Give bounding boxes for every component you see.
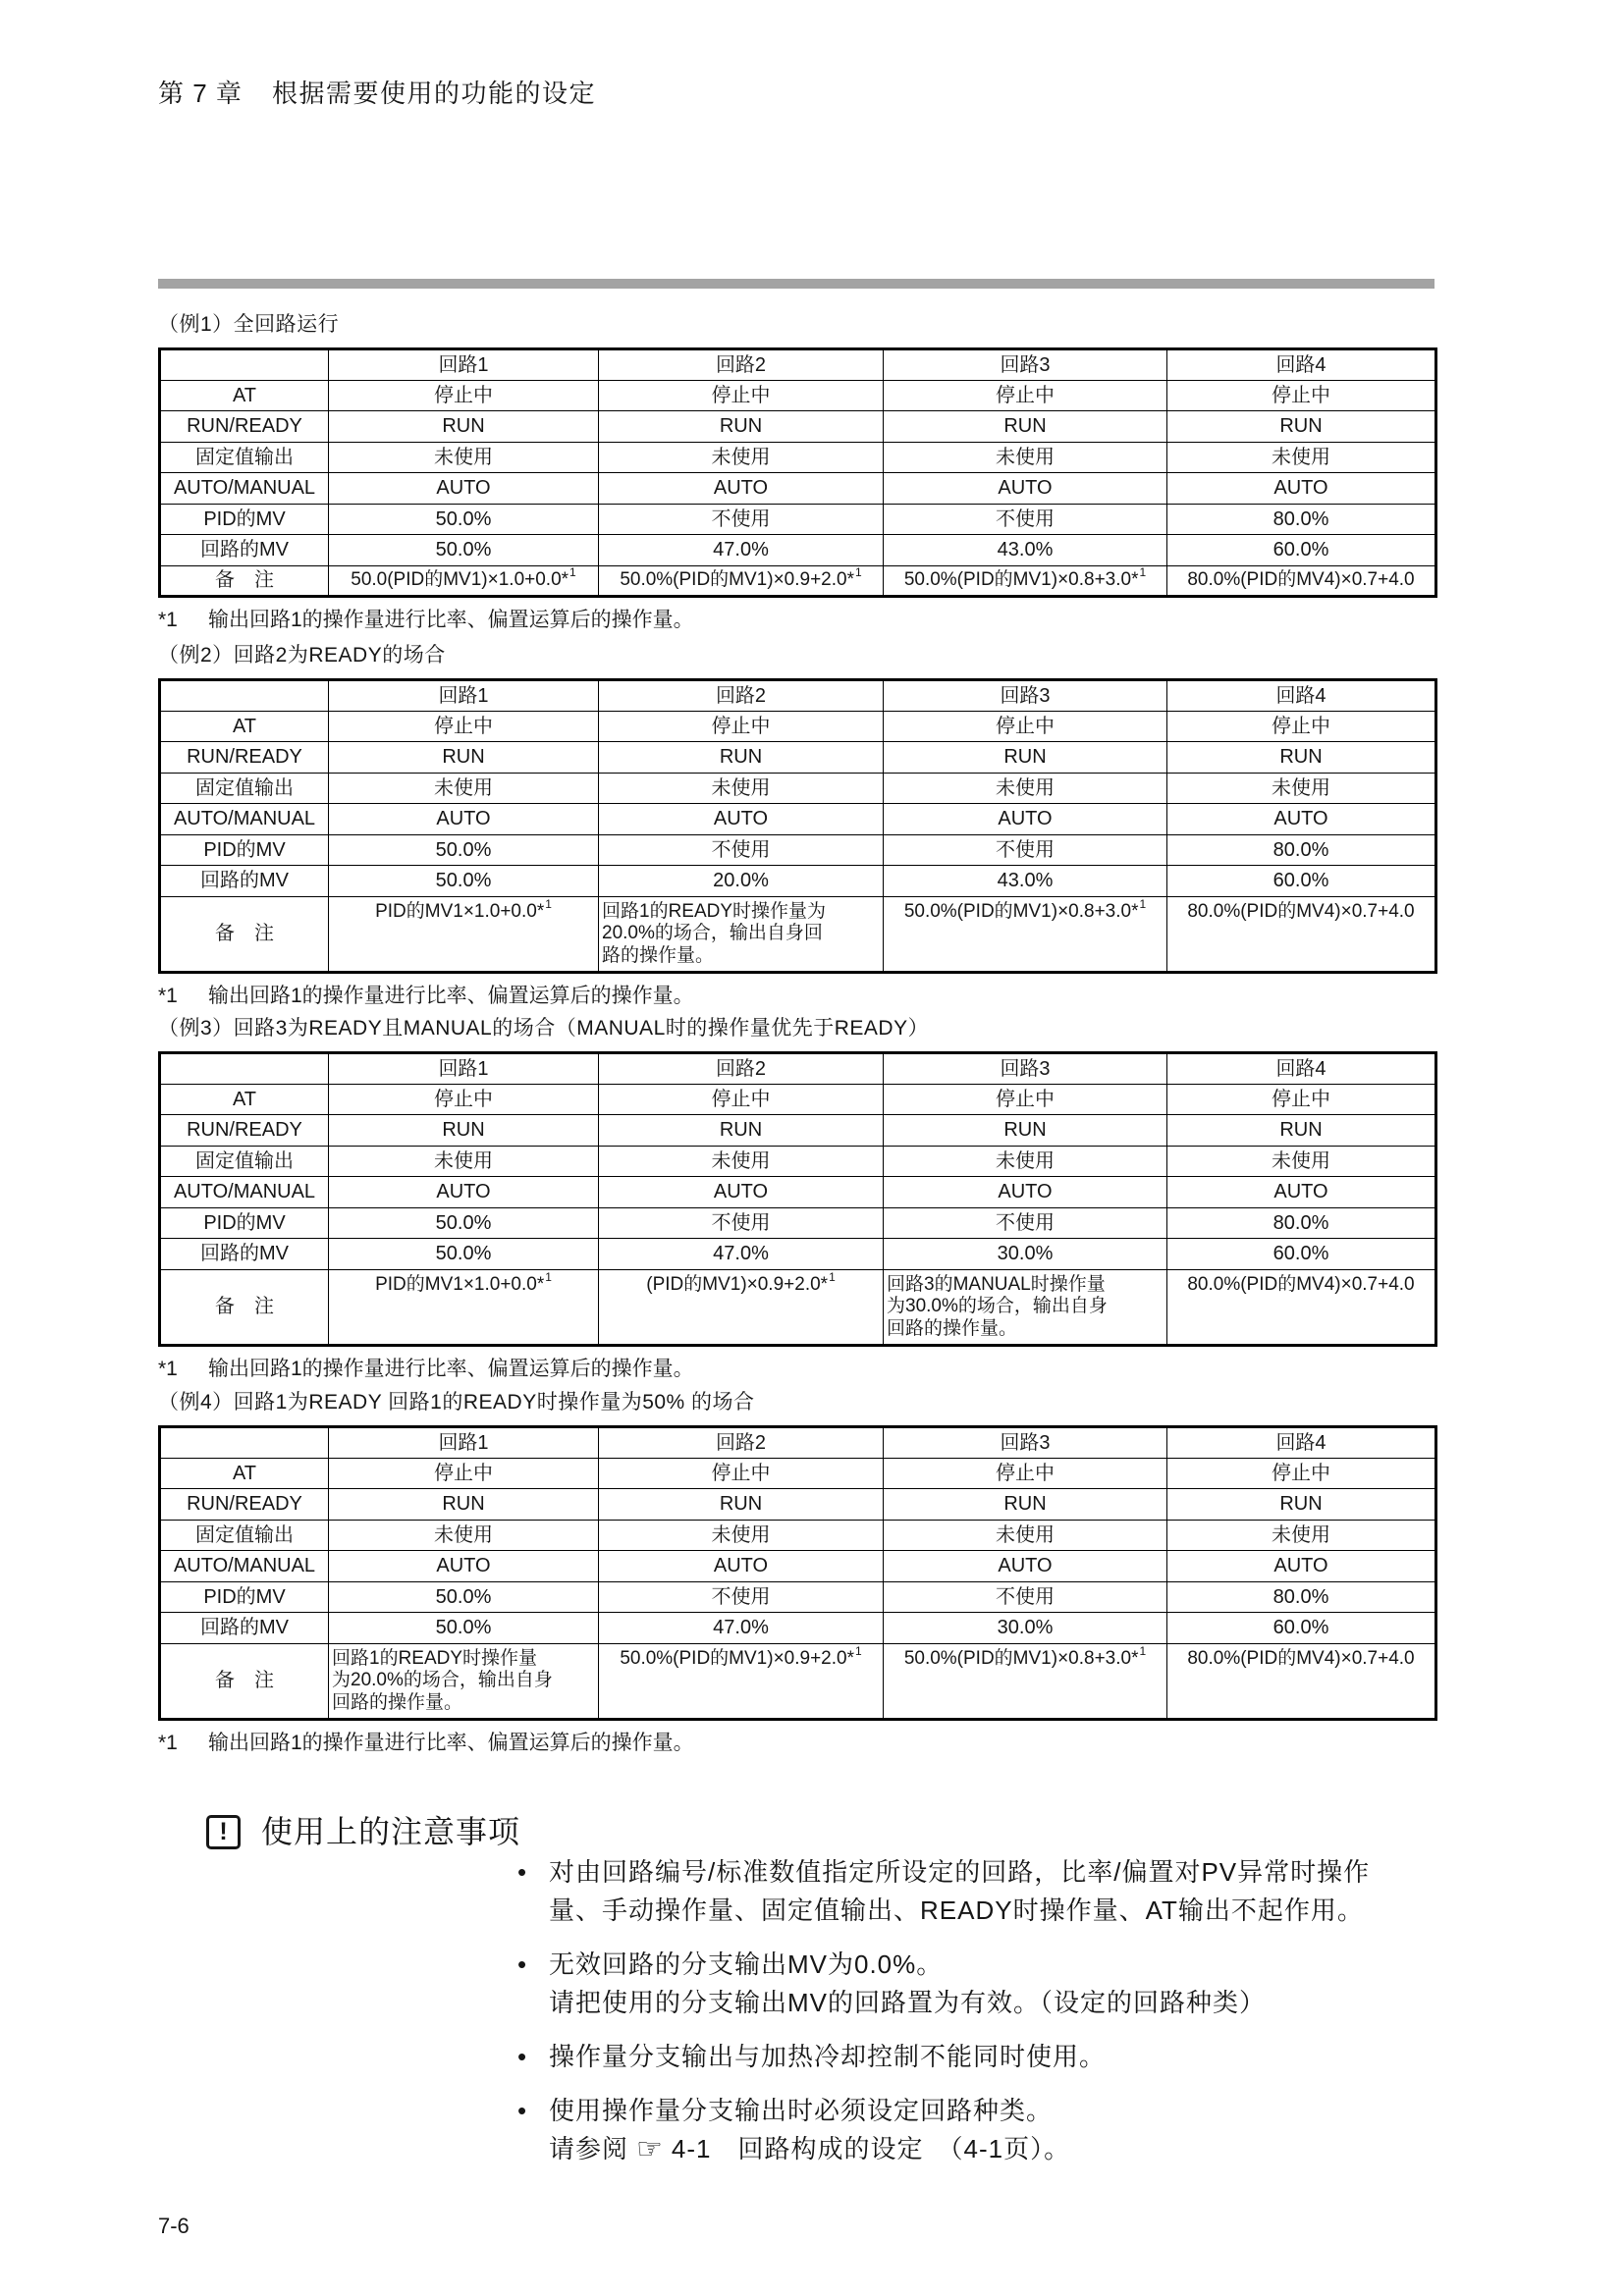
example-title: （例1）全回路运行 — [158, 313, 340, 336]
remark-row — [160, 1643, 1436, 1719]
row-label-cell: AT — [160, 1458, 329, 1489]
value-cell: AUTO — [599, 473, 884, 505]
remark-text: 50.0(PID的MV1)×1.0+0.0* — [351, 569, 569, 591]
table-row — [160, 1489, 1436, 1521]
value-cell: RUN — [329, 411, 599, 443]
value-cell: AUTO — [884, 1551, 1167, 1582]
table-row — [160, 473, 1436, 505]
value-cell: AUTO — [1167, 1551, 1436, 1582]
value-cell: 不使用 — [884, 504, 1167, 535]
value-cell: 未使用 — [884, 1146, 1167, 1177]
value-cell: 停止中 — [329, 1458, 599, 1489]
value-cell: 未使用 — [1167, 1520, 1436, 1551]
value-cell: 停止中 — [1167, 1458, 1436, 1489]
table-row — [160, 1613, 1436, 1644]
remark-text: 50.0%(PID的MV1)×0.8+3.0* — [903, 1647, 1139, 1669]
row-label-cell: 固定值输出 — [160, 1520, 329, 1551]
value-cell: AUTO — [329, 473, 599, 505]
value-cell: 未使用 — [884, 1520, 1167, 1551]
row-label-cell: 回路的MV — [160, 1239, 329, 1270]
example-title: （例2）回路2为READY的场合 — [158, 644, 446, 667]
value-cell: 不使用 — [599, 834, 884, 866]
value-cell: 60.0% — [1167, 866, 1436, 897]
value-cell: AUTO — [329, 1551, 599, 1582]
corner-cell — [160, 1427, 329, 1459]
example-block — [158, 1390, 1435, 1756]
value-cell: RUN — [329, 1489, 599, 1521]
table-row — [160, 380, 1436, 411]
column-header-cell: 回路4 — [1167, 349, 1436, 381]
value-cell: AUTO — [884, 1177, 1167, 1208]
value-cell: RUN — [1167, 1115, 1436, 1147]
remark-text: 50.0%(PID的MV1)×0.9+2.0* — [620, 1647, 854, 1669]
section-divider — [158, 279, 1435, 289]
table-row — [160, 411, 1436, 443]
example-title: （例3）回路3为READY且MANUAL的场合（MANUAL时的操作量优先于READY） — [158, 1017, 930, 1040]
table-row — [160, 504, 1436, 535]
footnote-marker: 1 — [1139, 565, 1147, 580]
row-label-cell: AT — [160, 1084, 329, 1115]
column-header-cell: 回路1 — [329, 349, 599, 381]
remark-line: 回路的操作量。 — [887, 1317, 1018, 1339]
value-cell: 未使用 — [329, 1520, 599, 1551]
remark-line: 20.0%的场合，输出自身回 — [602, 923, 823, 943]
value-cell: AUTO — [329, 804, 599, 835]
table-row — [160, 1084, 1436, 1115]
page-number: 7-6 — [158, 2214, 189, 2238]
footnote-marker: 1 — [569, 565, 576, 580]
table-body — [160, 1427, 1436, 1720]
row-label-cell: 固定值输出 — [160, 442, 329, 473]
row-label-cell: PID的MV — [160, 1581, 329, 1613]
column-header-cell: 回路4 — [1167, 1053, 1436, 1085]
value-cell: 不使用 — [599, 1581, 884, 1613]
footnote — [158, 1357, 1435, 1382]
remark-cell — [329, 896, 599, 972]
footnote-marker: 1 — [545, 896, 552, 911]
remark-cell — [599, 1643, 884, 1719]
table-row — [160, 1239, 1436, 1270]
table-row — [160, 535, 1436, 566]
value-cell: RUN — [884, 742, 1167, 774]
value-cell: AUTO — [599, 804, 884, 835]
table-row — [160, 1520, 1436, 1551]
value-cell: 停止中 — [599, 380, 884, 411]
value-cell: 停止中 — [329, 711, 599, 742]
column-header-cell: 回路3 — [884, 1053, 1167, 1085]
cross-reference — [549, 2130, 1431, 2168]
value-cell: 停止中 — [884, 711, 1167, 742]
remark-cell — [599, 565, 884, 597]
caution-item — [517, 2092, 1431, 2168]
value-cell: 80.0% — [1167, 504, 1436, 535]
value-cell: RUN — [599, 1115, 884, 1147]
caution-line: • 使用操作量分支输出时必须设定回路种类。 — [549, 2096, 1054, 2125]
value-cell: 50.0% — [329, 866, 599, 897]
table-row — [160, 442, 1436, 473]
row-label-cell: 备 注 — [160, 1643, 329, 1719]
remark-text: (PID的MV1)×0.9+2.0* — [646, 1273, 829, 1295]
value-cell: 50.0% — [329, 504, 599, 535]
remark-text: 80.0%(PID的MV4)×0.7+4.0 — [1187, 1647, 1415, 1669]
value-cell: RUN — [1167, 742, 1436, 774]
remark-cell — [1167, 1269, 1436, 1345]
footnote — [158, 1731, 1435, 1756]
value-cell: 未使用 — [884, 773, 1167, 804]
row-label-cell: AT — [160, 380, 329, 411]
remark-line: 回路1的READY时操作量为 — [602, 900, 827, 922]
column-header-cell: 回路4 — [1167, 680, 1436, 712]
value-cell: AUTO — [1167, 473, 1436, 505]
column-header-cell: 回路2 — [599, 680, 884, 712]
value-cell: RUN — [884, 411, 1167, 443]
remark-row — [160, 1269, 1436, 1345]
value-cell: RUN — [599, 742, 884, 774]
table-row — [160, 1146, 1436, 1177]
footnote-marker: 1 — [545, 1269, 552, 1284]
row-label-cell: 备 注 — [160, 565, 329, 597]
table-row — [160, 1551, 1436, 1582]
row-label-cell: RUN/READY — [160, 742, 329, 774]
value-cell: 未使用 — [329, 442, 599, 473]
remark-cell — [329, 1643, 599, 1719]
remark-text: 80.0%(PID的MV4)×0.7+4.0 — [1187, 1273, 1415, 1295]
value-cell: 60.0% — [1167, 1239, 1436, 1270]
value-cell: 未使用 — [1167, 442, 1436, 473]
value-cell: RUN — [599, 411, 884, 443]
remark-line: 回路3的MANUAL时操作量 — [887, 1273, 1106, 1295]
row-label-cell: 回路的MV — [160, 866, 329, 897]
row-label-cell: AUTO/MANUAL — [160, 473, 329, 505]
footnote-marker: 1 — [855, 1643, 862, 1658]
row-label-cell: AUTO/MANUAL — [160, 1551, 329, 1582]
table-row — [160, 1177, 1436, 1208]
value-cell: AUTO — [599, 1551, 884, 1582]
example-block — [158, 1016, 1435, 1382]
remark-row — [160, 565, 1436, 597]
value-cell: 50.0% — [329, 535, 599, 566]
footnote-mark: *1 — [158, 984, 178, 1007]
value-cell: RUN — [329, 742, 599, 774]
value-cell: AUTO — [599, 1177, 884, 1208]
example-block — [158, 643, 1435, 1009]
value-cell: 停止中 — [1167, 711, 1436, 742]
value-cell: 未使用 — [599, 442, 884, 473]
caution-item — [517, 1853, 1431, 1930]
value-cell: 43.0% — [884, 535, 1167, 566]
value-cell: 47.0% — [599, 535, 884, 566]
column-header-cell: 回路3 — [884, 680, 1167, 712]
table-row — [160, 866, 1436, 897]
value-cell: 不使用 — [599, 1207, 884, 1239]
caution-item — [517, 1946, 1431, 2022]
remark-cell — [1167, 896, 1436, 972]
value-cell: 80.0% — [1167, 1207, 1436, 1239]
value-cell: 停止中 — [599, 1084, 884, 1115]
value-cell: RUN — [884, 1489, 1167, 1521]
remark-cell — [329, 565, 599, 597]
row-label-cell: PID的MV — [160, 1207, 329, 1239]
reference-text: 4-1 回路构成的设定 （4-1页）。 — [671, 2134, 1071, 2163]
chapter-title: 根据需要使用的功能的设定 — [272, 79, 597, 108]
column-header-cell: 回路2 — [599, 1427, 884, 1459]
table-body — [160, 680, 1436, 973]
remark-line: 回路1的READY时操作量 — [332, 1647, 538, 1669]
row-label-cell: RUN/READY — [160, 1115, 329, 1147]
reference-prefix: 请参阅 — [549, 2134, 629, 2163]
footnote — [158, 608, 1435, 633]
value-cell: 未使用 — [329, 773, 599, 804]
footnote-text: 输出回路1的操作量进行比率、偏置运算后的操作量。 — [208, 1357, 694, 1380]
value-cell: AUTO — [329, 1177, 599, 1208]
footnote — [158, 984, 1435, 1009]
remark-cell — [1167, 1643, 1436, 1719]
value-cell: 停止中 — [884, 1458, 1167, 1489]
remark-cell — [884, 565, 1167, 597]
caution-title: 使用上的注意事项 — [261, 1814, 521, 1849]
example-table — [158, 1051, 1437, 1347]
table-row — [160, 1458, 1436, 1489]
row-label-cell: PID的MV — [160, 504, 329, 535]
value-cell: RUN — [1167, 1489, 1436, 1521]
corner-cell — [160, 349, 329, 381]
value-cell: 60.0% — [1167, 535, 1436, 566]
value-cell: 20.0% — [599, 866, 884, 897]
table-header-row — [160, 1427, 1436, 1459]
example-table — [158, 1425, 1437, 1721]
column-header-cell: 回路1 — [329, 1427, 599, 1459]
value-cell: 47.0% — [599, 1613, 884, 1644]
row-label-cell: 回路的MV — [160, 535, 329, 566]
footnote-mark: *1 — [158, 1731, 178, 1754]
table-header-row — [160, 680, 1436, 712]
row-label-cell: 固定值输出 — [160, 773, 329, 804]
table-row — [160, 1207, 1436, 1239]
value-cell: 不使用 — [884, 834, 1167, 866]
row-label-cell: 备 注 — [160, 896, 329, 972]
value-cell: 不使用 — [884, 1207, 1167, 1239]
caution-item — [517, 2038, 1431, 2076]
table-row — [160, 742, 1436, 774]
row-label-cell: AUTO/MANUAL — [160, 804, 329, 835]
remark-cell — [1167, 565, 1436, 597]
footnote-mark: *1 — [158, 1357, 178, 1380]
example-table — [158, 678, 1437, 974]
pointing-hand-icon — [636, 2130, 664, 2168]
table-header-row — [160, 1053, 1436, 1085]
value-cell: 50.0% — [329, 834, 599, 866]
table-body — [160, 349, 1436, 597]
table-row — [160, 834, 1436, 866]
value-cell: 不使用 — [599, 504, 884, 535]
footnote-text: 输出回路1的操作量进行比率、偏置运算后的操作量。 — [208, 1731, 694, 1754]
remark-line: 为30.0%的场合，输出自身 — [887, 1296, 1108, 1316]
remark-cell — [329, 1269, 599, 1345]
remark-line: 路的操作量。 — [602, 944, 715, 966]
value-cell: AUTO — [1167, 804, 1436, 835]
value-cell: 60.0% — [1167, 1613, 1436, 1644]
value-cell: 50.0% — [329, 1207, 599, 1239]
footnote-marker: 1 — [1139, 896, 1147, 911]
value-cell: 停止中 — [884, 380, 1167, 411]
value-cell: 50.0% — [329, 1613, 599, 1644]
remark-text: 80.0%(PID的MV4)×0.7+4.0 — [1187, 900, 1415, 922]
remark-cell — [884, 896, 1167, 972]
chapter-number: 第 7 章 — [158, 79, 243, 108]
value-cell: 停止中 — [329, 1084, 599, 1115]
table-row — [160, 1581, 1436, 1613]
row-label-cell: RUN/READY — [160, 1489, 329, 1521]
table-header-row — [160, 349, 1436, 381]
value-cell: RUN — [1167, 411, 1436, 443]
value-cell: 80.0% — [1167, 1581, 1436, 1613]
value-cell: RUN — [599, 1489, 884, 1521]
remark-line: 回路的操作量。 — [332, 1691, 463, 1713]
row-label-cell: RUN/READY — [160, 411, 329, 443]
value-cell: 43.0% — [884, 866, 1167, 897]
table-row — [160, 773, 1436, 804]
value-cell: 停止中 — [599, 711, 884, 742]
value-cell: AUTO — [1167, 1177, 1436, 1208]
caution-line: • 对由回路编号/标准数值指定所设定的回路，比率/偏置对PV异常时操作 — [549, 1857, 1371, 1887]
column-header-cell: 回路1 — [329, 1053, 599, 1085]
column-header-cell: 回路2 — [599, 349, 884, 381]
example-block — [158, 312, 1435, 633]
caution-line: • 操作量分支输出与加热冷却控制不能同时使用。 — [549, 2042, 1107, 2071]
remark-text: PID的MV1×1.0+0.0* — [375, 900, 545, 922]
value-cell: AUTO — [884, 473, 1167, 505]
footnote-text: 输出回路1的操作量进行比率、偏置运算后的操作量。 — [208, 609, 694, 631]
value-cell: 47.0% — [599, 1239, 884, 1270]
value-cell: 未使用 — [884, 442, 1167, 473]
example-title: （例4）回路1为READY 回路1的READY时操作量为50% 的场合 — [158, 1391, 755, 1414]
value-cell: 未使用 — [329, 1146, 599, 1177]
footnote-mark: *1 — [158, 609, 178, 631]
column-header-cell: 回路3 — [884, 1427, 1167, 1459]
value-cell: 未使用 — [1167, 1146, 1436, 1177]
caution-line: 量、手动操作量、固定值输出、READY时操作量、AT输出不起作用。 — [549, 1896, 1364, 1925]
column-header-cell: 回路2 — [599, 1053, 884, 1085]
value-cell: AUTO — [884, 804, 1167, 835]
value-cell: 停止中 — [1167, 1084, 1436, 1115]
remark-cell — [599, 896, 884, 972]
footnote-text: 输出回路1的操作量进行比率、偏置运算后的操作量。 — [208, 984, 694, 1007]
value-cell: 停止中 — [599, 1458, 884, 1489]
value-cell: 未使用 — [1167, 773, 1436, 804]
table-row — [160, 1115, 1436, 1147]
footnote-marker: 1 — [855, 565, 862, 580]
value-cell: 30.0% — [884, 1239, 1167, 1270]
value-cell: RUN — [884, 1115, 1167, 1147]
row-label-cell: 备 注 — [160, 1269, 329, 1345]
value-cell: 停止中 — [884, 1084, 1167, 1115]
value-cell: RUN — [329, 1115, 599, 1147]
table-row — [160, 711, 1436, 742]
example-table — [158, 347, 1437, 598]
column-header-cell: 回路3 — [884, 349, 1167, 381]
value-cell: 50.0% — [329, 1239, 599, 1270]
column-header-cell: 回路1 — [329, 680, 599, 712]
row-label-cell: 回路的MV — [160, 1613, 329, 1644]
remark-text: 50.0%(PID的MV1)×0.8+3.0* — [903, 569, 1139, 591]
corner-cell — [160, 1053, 329, 1085]
value-cell: 停止中 — [329, 380, 599, 411]
caution-line: • 无效回路的分支输出MV为0.0%。 — [549, 1949, 944, 1979]
value-cell: 未使用 — [599, 1520, 884, 1551]
remark-cell — [599, 1269, 884, 1345]
column-header-cell: 回路4 — [1167, 1427, 1436, 1459]
value-cell: 30.0% — [884, 1613, 1167, 1644]
remark-row — [160, 896, 1436, 972]
footnote-marker: 1 — [1139, 1643, 1147, 1658]
value-cell: 未使用 — [599, 773, 884, 804]
remark-text: 80.0%(PID的MV4)×0.7+4.0 — [1187, 569, 1415, 591]
remark-text: 50.0%(PID的MV1)×0.9+2.0* — [620, 569, 854, 591]
remark-line: 为20.0%的场合，输出自身 — [332, 1670, 553, 1690]
remark-text: 50.0%(PID的MV1)×0.8+3.0* — [903, 900, 1139, 922]
value-cell: 未使用 — [599, 1146, 884, 1177]
row-label-cell: PID的MV — [160, 834, 329, 866]
row-label-cell: AT — [160, 711, 329, 742]
value-cell: 50.0% — [329, 1581, 599, 1613]
value-cell: 不使用 — [884, 1581, 1167, 1613]
caution-list — [517, 1853, 1431, 2184]
footnote-marker: 1 — [829, 1269, 836, 1284]
remark-cell — [884, 1269, 1167, 1345]
remark-text: PID的MV1×1.0+0.0* — [375, 1273, 545, 1295]
caution-icon — [206, 1815, 241, 1849]
corner-cell — [160, 680, 329, 712]
caution-line: 请把使用的分支输出MV的回路置为有效。（设定的回路种类） — [549, 1988, 1267, 2017]
table-row — [160, 804, 1436, 835]
row-label-cell: 固定值输出 — [160, 1146, 329, 1177]
remark-cell — [884, 1643, 1167, 1719]
table-body — [160, 1053, 1436, 1346]
row-label-cell: AUTO/MANUAL — [160, 1177, 329, 1208]
value-cell: 80.0% — [1167, 834, 1436, 866]
value-cell: 停止中 — [1167, 380, 1436, 411]
